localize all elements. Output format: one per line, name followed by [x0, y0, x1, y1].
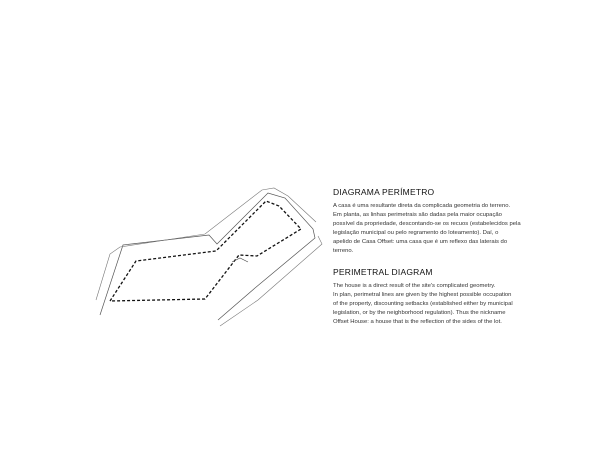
paragraph-line: Em planta, as linhas perimetrais são dadas pela maior ocupação — [333, 212, 502, 218]
paragraph-line: Offset House: a house that is the reflection of the sides of the lot. — [333, 319, 502, 325]
paragraph-line: apelido de Casa Offset: uma casa que é um reflexo das laterais do — [333, 239, 508, 245]
text-block-portuguese — [333, 187, 545, 256]
paragraph-line: legislação municipal ou pelo regramento do loteamento). Daí, o — [333, 230, 499, 236]
house-perimeter-dashed-line — [110, 201, 301, 301]
paragraph-line: terreno. — [333, 248, 354, 254]
lot-outer-offset-line-2 — [220, 236, 322, 326]
heading-portuguese: DIAGRAMA PERÍMETRO — [333, 187, 435, 197]
paragraph-line: of the property, discounting setbacks (established either by municipal — [333, 301, 513, 307]
paragraph-line: A casa é uma resultante direta da complicada geometria do terreno. — [333, 203, 511, 209]
heading-english: PERIMETRAL DIAGRAM — [333, 267, 433, 277]
paragraph-line: possível da propriedade, descontando-se os recuos (estabelecidos pela — [333, 221, 521, 227]
text-block-english — [333, 267, 545, 327]
paragraph-line: The house is a direct result of the site's complicated geometry. — [333, 283, 496, 289]
paragraph-line: legislation, or by the neighborhood regulation). Thus the nickname — [333, 310, 506, 316]
paragraph-line: In plan, perimetral lines are given by the highest possible occupation — [333, 292, 512, 298]
